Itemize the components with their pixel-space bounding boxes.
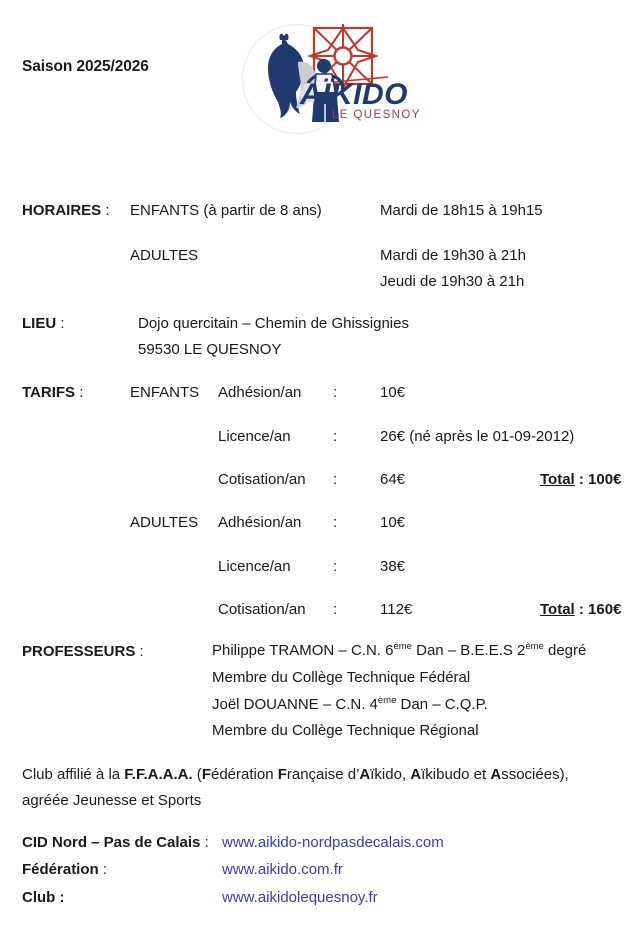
teacher-line-3: Membre du Collège Technique Régional: [212, 722, 479, 739]
logo-subtitle: LE QUESNOY: [332, 109, 421, 121]
fees-children-colon-2: :: [333, 471, 338, 488]
fees-children-colon-1: :: [333, 428, 338, 445]
fees-adults-item-2: Cotisation/an: [218, 601, 306, 618]
section-label-horaires: HORAIRES :: [22, 202, 110, 219]
affiliation-paragraph: Club affilié à la F.F.A.A.A. (Fédération Française d’Aïkido, Aïkibudo et Associées), agréée Jeunesse et Sports: [22, 766, 569, 809]
fees-category-adults: ADULTES: [130, 514, 199, 531]
fees-adults-colon-2: :: [333, 601, 338, 618]
section-label-professeurs: PROFESSEURS :: [22, 643, 144, 660]
link-url-cid[interactable]: www.aikido-nordpasdecalais.com: [222, 834, 444, 851]
link-url-federation[interactable]: www.aikido.com.fr: [222, 861, 343, 878]
venue-address-line2: 59530 LE QUESNOY: [138, 341, 282, 358]
section-label-tarifs: TARIFS :: [22, 384, 84, 401]
fees-adults-value-1: 38€: [380, 558, 406, 575]
logo-wordmark: AÏKIDO: [300, 78, 408, 111]
fees-adults-colon-1: :: [333, 558, 338, 575]
section-label-lieu: LIEU :: [22, 315, 65, 332]
club-logo: [238, 22, 430, 140]
schedule-group-children: ENFANTS (à partir de 8 ans): [130, 202, 322, 219]
link-label-club: Club :: [22, 889, 65, 906]
fees-children-item-0: Adhésion/an: [218, 384, 302, 401]
fees-children-value-1: 26€ (né après le 01-09-2012): [380, 428, 575, 445]
fees-adults-colon-0: :: [333, 514, 338, 531]
fees-adults-value-2: 112€: [380, 601, 413, 618]
season-title: Saison 2025/2026: [22, 58, 149, 75]
fees-children-item-2: Cotisation/an: [218, 471, 306, 488]
fees-children-item-1: Licence/an: [218, 428, 291, 445]
schedule-time-adults-2: Jeudi de 19h30 à 21h: [380, 273, 525, 290]
teacher-line-1: Membre du Collège Technique Fédéral: [212, 669, 471, 686]
fees-adults-total: Total : 160€: [540, 601, 622, 618]
link-url-club[interactable]: www.aikidolequesnoy.fr: [222, 889, 378, 906]
teacher-line-2: Joël DOUANNE – C.N. 4ème Dan – C.Q.P.: [212, 695, 488, 713]
fees-children-total: Total : 100€: [540, 471, 622, 488]
schedule-time-children: Mardi de 18h15 à 19h15: [380, 202, 543, 219]
venue-address-line1: Dojo quercitain – Chemin de Ghissignies: [138, 315, 409, 332]
schedule-group-adults: ADULTES: [130, 247, 199, 264]
fees-category-children: ENFANTS: [130, 384, 200, 401]
schedule-time-adults-1: Mardi de 19h30 à 21h: [380, 247, 526, 264]
link-label-cid: CID Nord – Pas de Calais :: [22, 834, 209, 851]
fees-adults-item-0: Adhésion/an: [218, 514, 302, 531]
fees-adults-item-1: Licence/an: [218, 558, 291, 575]
fees-children-colon-0: :: [333, 384, 338, 401]
fees-adults-value-0: 10€: [380, 514, 406, 531]
fees-children-value-2: 64€: [380, 471, 406, 488]
teacher-line-0: Philippe TRAMON – C.N. 6ème Dan – B.E.E.S 2ème degré: [212, 641, 587, 659]
fees-children-value-0: 10€: [380, 384, 406, 401]
link-label-federation: Fédération :: [22, 861, 108, 878]
